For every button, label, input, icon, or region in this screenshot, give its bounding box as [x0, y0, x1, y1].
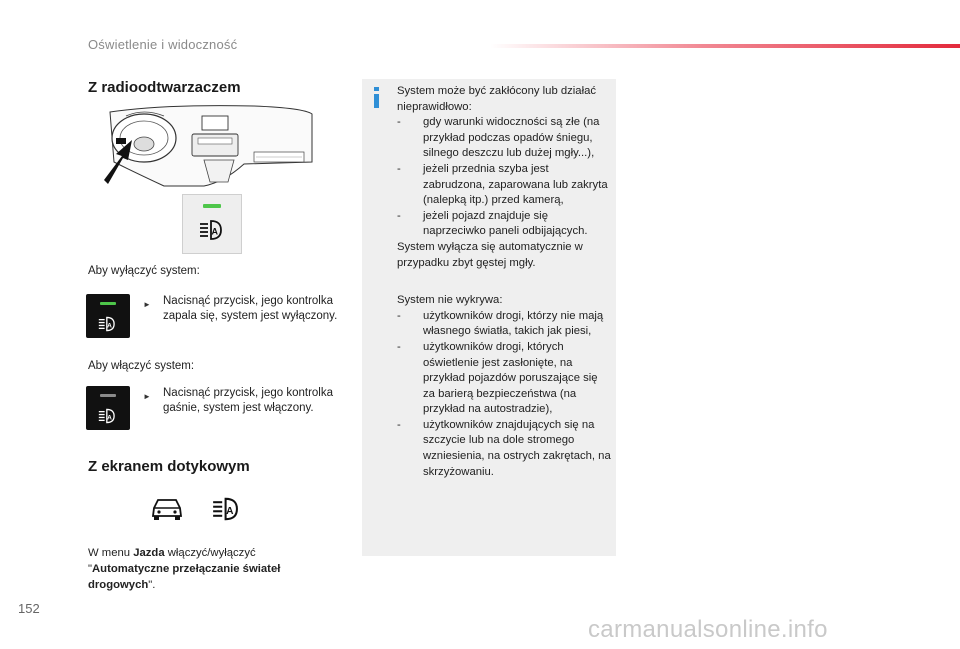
list-item: - użytkowników znajdujących się na szczycie lub na dole stromego wzniesienia, na ostrych zakrętach, na skrzyżowaniu. [397, 418, 611, 478]
turn-on-step: ► Nacisnąć przycisk, jego kontrolka gaśnie, system jest włączony. [143, 387, 334, 414]
list-item: - użytkowników drogi, którzy nie mają własnego światła, takich jak piesi, [397, 309, 604, 338]
section-title-touchscreen: Z ekranem dotykowym [88, 458, 250, 475]
svg-text:A: A [226, 506, 234, 518]
section-header: Oświetlenie i widoczność [88, 37, 238, 52]
info-note-text [397, 84, 612, 480]
turn-off-step: ► Nacisnąć przycisk, jego kontrolka zapala się, system jest wyłączony. [143, 295, 338, 322]
green-indicator-lamp [203, 204, 221, 208]
grey-lamp-icon [100, 394, 116, 397]
info-icon [373, 87, 380, 108]
button-lamp-on [86, 294, 130, 338]
auto-high-beam-icon [199, 219, 229, 241]
note-outro: System wyłącza się automatycznie w przypadku zbyt gęstej mgły. [397, 240, 583, 269]
header-accent-line [490, 44, 960, 48]
list-item: - gdy warunki widoczności są złe (na przykład podczas opadów śniegu, silnego deszczu lub dużej mgły...), [397, 116, 600, 160]
list-item: - użytkowników drogi, których oświetlenie jest zasłonięte, na przykład pojazdów poruszające się za barierą bezpieczeństwa (na przykład na autostradzie), [397, 340, 598, 416]
auto-high-beam-icon [212, 496, 246, 522]
auto-high-beam-icon [97, 408, 121, 424]
page-number: 152 [18, 601, 40, 616]
green-lamp-icon [100, 302, 116, 305]
dashboard-illustration [104, 102, 314, 188]
note-intro-2: System nie wykrywa: [397, 294, 503, 307]
note-intro: System może być zakłócony lub działać nieprawidłowo: [397, 85, 597, 113]
svg-text:A: A [107, 322, 112, 330]
section-title-radio: Z radioodtwarzaczem [88, 79, 241, 96]
triangle-right-icon: ► [143, 300, 151, 309]
headlamp-button-panel [182, 194, 242, 254]
svg-text:A: A [107, 414, 112, 422]
list-item: - jeżeli przednia szyba jest zabrudzona, zaparowana lub zakryta (nalepką itp.) przed kamerą, [397, 162, 608, 207]
touchscreen-icons [150, 496, 246, 527]
car-front-icon [150, 496, 184, 522]
list-item: - jeżeli pojazd znajduje się naprzeciwko paneli odbijających. [397, 209, 588, 238]
turn-off-label: Aby wyłączyć system: [88, 265, 200, 277]
svg-text:A: A [211, 226, 218, 237]
auto-high-beam-icon [97, 316, 121, 332]
turn-on-label: Aby włączyć system: [88, 360, 195, 372]
triangle-right-icon: ► [143, 392, 151, 401]
touchscreen-instruction: W menu Jazda włączyć/wyłączyć "Automatyczne przełączanie świateł drogowych". [88, 547, 281, 591]
watermark: carmanualsonline.info [588, 616, 828, 643]
button-lamp-off [86, 386, 130, 430]
